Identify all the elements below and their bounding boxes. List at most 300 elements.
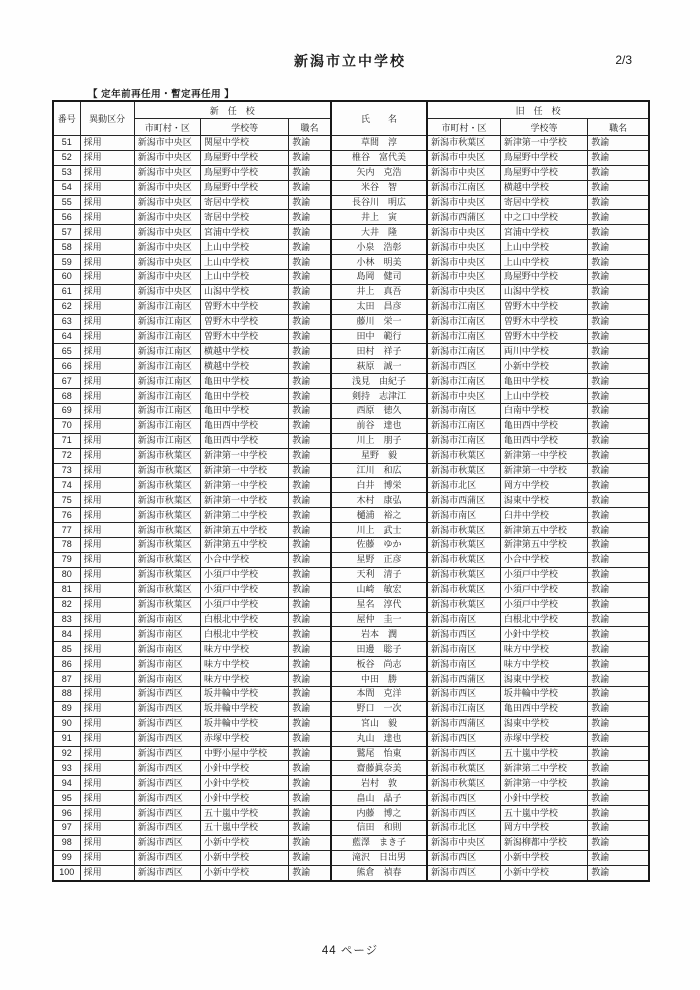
- cell-no: 68: [53, 389, 80, 404]
- cell-old_school: 新津第五中学校: [500, 523, 587, 538]
- cell-new_title: 教諭: [289, 552, 331, 567]
- cell-old_school: 新津第五中学校: [500, 538, 587, 553]
- cell-no: 81: [53, 582, 80, 597]
- cell-name: 田中 範行: [331, 329, 427, 344]
- table-row: [53, 538, 649, 553]
- col-header-number: 番号: [53, 101, 80, 136]
- cell-new_title: 教諭: [289, 374, 331, 389]
- cell-new_title: 教諭: [289, 627, 331, 642]
- cell-category: 採用: [80, 270, 134, 285]
- cell-new_title: 教諭: [289, 314, 331, 329]
- cell-old_school: 五十嵐中学校: [500, 806, 587, 821]
- table-row: [53, 240, 649, 255]
- cell-new_school: 亀田中学校: [200, 374, 288, 389]
- cell-old_district: 新潟市西蒲区: [427, 210, 500, 225]
- cell-old_district: 新潟市江南区: [427, 374, 500, 389]
- table-row: [53, 389, 649, 404]
- cell-category: 採用: [80, 686, 134, 701]
- cell-old_title: 教諭: [588, 210, 649, 225]
- cell-category: 採用: [80, 731, 134, 746]
- cell-new_school: 新津第二中学校: [200, 508, 288, 523]
- cell-old_title: 教諭: [588, 270, 649, 285]
- col-header-old-district: 市町村・区: [427, 119, 500, 136]
- cell-category: 採用: [80, 582, 134, 597]
- cell-name: 小泉 浩彰: [331, 240, 427, 255]
- cell-new_district: 新潟市江南区: [134, 344, 200, 359]
- cell-name: 前谷 達也: [331, 418, 427, 433]
- col-header-new-district: 市町村・区: [134, 119, 200, 136]
- cell-category: 採用: [80, 136, 134, 151]
- cell-old_school: 岡方中学校: [500, 820, 587, 835]
- cell-old_school: 潟東中学校: [500, 672, 587, 687]
- table-row: [53, 448, 649, 463]
- cell-new_district: 新潟市江南区: [134, 389, 200, 404]
- cell-old_district: 新潟市中央区: [427, 150, 500, 165]
- cell-new_school: 味方中学校: [200, 642, 288, 657]
- table-row: [53, 493, 649, 508]
- cell-old_title: 教諭: [588, 165, 649, 180]
- cell-old_district: 新潟市南区: [427, 642, 500, 657]
- cell-old_title: 教諭: [588, 865, 649, 880]
- cell-old_district: 新潟市秋葉区: [427, 538, 500, 553]
- table-row: [53, 716, 649, 731]
- cell-old_title: 教諭: [588, 806, 649, 821]
- cell-no: 100: [53, 865, 80, 880]
- cell-old_district: 新潟市秋葉区: [427, 523, 500, 538]
- table-row: [53, 850, 649, 865]
- cell-name: 西原 徳久: [331, 404, 427, 419]
- cell-old_title: 教諭: [588, 195, 649, 210]
- cell-old_title: 教諭: [588, 731, 649, 746]
- cell-new_district: 新潟市西区: [134, 761, 200, 776]
- cell-name: 岩本 潤: [331, 627, 427, 642]
- table-row: [53, 136, 649, 151]
- cell-old_title: 教諭: [588, 746, 649, 761]
- cell-name: 萩原 誠一: [331, 359, 427, 374]
- cell-name: 信田 和則: [331, 820, 427, 835]
- cell-old_district: 新潟市秋葉区: [427, 761, 500, 776]
- cell-new_district: 新潟市中央区: [134, 150, 200, 165]
- cell-old_school: 曽野木中学校: [500, 329, 587, 344]
- cell-old_title: 教諭: [588, 418, 649, 433]
- cell-new_school: 鳥屋野中学校: [200, 180, 288, 195]
- cell-new_district: 新潟市中央区: [134, 270, 200, 285]
- cell-category: 採用: [80, 716, 134, 731]
- cell-new_district: 新潟市江南区: [134, 374, 200, 389]
- cell-new_title: 教諭: [289, 806, 331, 821]
- footer-page-number: 44 ページ: [321, 945, 379, 957]
- cell-old_school: 小須戸中学校: [500, 582, 587, 597]
- cell-category: 採用: [80, 255, 134, 270]
- cell-old_school: 潟東中学校: [500, 716, 587, 731]
- cell-new_school: 上山中学校: [200, 270, 288, 285]
- section-label: 【 定年前再任用・暫定再任用 】: [88, 89, 235, 100]
- table-row: [53, 523, 649, 538]
- cell-old_district: 新潟市秋葉区: [427, 552, 500, 567]
- table-row: [53, 478, 649, 493]
- cell-new_school: 亀田中学校: [200, 404, 288, 419]
- cell-old_district: 新潟市西蒲区: [427, 716, 500, 731]
- cell-new_title: 教諭: [289, 448, 331, 463]
- cell-no: 88: [53, 686, 80, 701]
- cell-new_school: 関屋中学校: [200, 136, 288, 151]
- cell-no: 94: [53, 776, 80, 791]
- cell-no: 56: [53, 210, 80, 225]
- cell-old_title: 教諭: [588, 404, 649, 419]
- cell-old_school: 岡方中学校: [500, 478, 587, 493]
- col-header-old-title: 職名: [588, 119, 649, 136]
- cell-new_title: 教諭: [289, 835, 331, 850]
- cell-no: 71: [53, 433, 80, 448]
- cell-new_title: 教諭: [289, 582, 331, 597]
- cell-new_district: 新潟市中央区: [134, 195, 200, 210]
- cell-new_title: 教諭: [289, 210, 331, 225]
- cell-old_school: 宮浦中学校: [500, 225, 587, 240]
- cell-old_school: 新津第一中学校: [500, 776, 587, 791]
- cell-old_district: 新潟市西蒲区: [427, 493, 500, 508]
- cell-new_district: 新潟市中央区: [134, 165, 200, 180]
- cell-new_title: 教諭: [289, 463, 331, 478]
- cell-new_title: 教諭: [289, 150, 331, 165]
- col-header-category: 異動区分: [80, 101, 134, 136]
- cell-new_school: 味方中学校: [200, 672, 288, 687]
- cell-new_title: 教諭: [289, 478, 331, 493]
- cell-new_district: 新潟市江南区: [134, 359, 200, 374]
- cell-new_district: 新潟市秋葉区: [134, 523, 200, 538]
- col-header-new-title: 職名: [289, 119, 331, 136]
- cell-name: 天利 清子: [331, 567, 427, 582]
- cell-category: 採用: [80, 865, 134, 880]
- cell-new_title: 教諭: [289, 418, 331, 433]
- cell-no: 63: [53, 314, 80, 329]
- cell-name: 木村 康弘: [331, 493, 427, 508]
- cell-old_school: 曽野木中学校: [500, 314, 587, 329]
- cell-no: 61: [53, 284, 80, 299]
- cell-name: 山崎 敏宏: [331, 582, 427, 597]
- cell-old_district: 新潟市西区: [427, 359, 500, 374]
- cell-name: 長谷川 明広: [331, 195, 427, 210]
- table-row: [53, 776, 649, 791]
- cell-new_school: 上山中学校: [200, 255, 288, 270]
- table-row: [53, 642, 649, 657]
- cell-old_title: 教諭: [588, 493, 649, 508]
- cell-no: 67: [53, 374, 80, 389]
- cell-no: 82: [53, 597, 80, 612]
- table-row: [53, 835, 649, 850]
- table-row: [53, 180, 649, 195]
- cell-old_district: 新潟市北区: [427, 478, 500, 493]
- cell-new_title: 教諭: [289, 672, 331, 687]
- cell-old_district: 新潟市中央区: [427, 270, 500, 285]
- cell-no: 92: [53, 746, 80, 761]
- cell-old_school: 白根北中学校: [500, 612, 587, 627]
- table-row: [53, 567, 649, 582]
- cell-new_title: 教諭: [289, 195, 331, 210]
- table-row: [53, 508, 649, 523]
- cell-category: 採用: [80, 180, 134, 195]
- cell-old_title: 教諭: [588, 672, 649, 687]
- cell-name: 本間 克洋: [331, 686, 427, 701]
- cell-name: 丸山 達也: [331, 731, 427, 746]
- cell-new_title: 教諭: [289, 225, 331, 240]
- cell-category: 採用: [80, 508, 134, 523]
- cell-no: 80: [53, 567, 80, 582]
- cell-old_title: 教諭: [588, 329, 649, 344]
- cell-old_district: 新潟市西区: [427, 806, 500, 821]
- cell-new_district: 新潟市中央区: [134, 225, 200, 240]
- cell-new_district: 新潟市江南区: [134, 433, 200, 448]
- cell-old_school: 赤塚中学校: [500, 731, 587, 746]
- cell-new_school: 小針中学校: [200, 776, 288, 791]
- cell-new_school: 曽野木中学校: [200, 329, 288, 344]
- cell-new_school: 亀田西中学校: [200, 433, 288, 448]
- cell-old_school: 亀田中学校: [500, 374, 587, 389]
- cell-new_district: 新潟市中央区: [134, 136, 200, 151]
- cell-new_title: 教諭: [289, 165, 331, 180]
- cell-new_district: 新潟市南区: [134, 657, 200, 672]
- cell-no: 99: [53, 850, 80, 865]
- cell-category: 採用: [80, 761, 134, 776]
- cell-new_title: 教諭: [289, 344, 331, 359]
- cell-old_school: 坂井輪中学校: [500, 686, 587, 701]
- cell-name: 椎谷 富代美: [331, 150, 427, 165]
- cell-old_school: 潟東中学校: [500, 493, 587, 508]
- cell-category: 採用: [80, 776, 134, 791]
- table-row: [53, 597, 649, 612]
- cell-old_title: 教諭: [588, 612, 649, 627]
- cell-old_district: 新潟市西蒲区: [427, 672, 500, 687]
- cell-new_district: 新潟市西区: [134, 791, 200, 806]
- cell-name: 鷲尾 怡東: [331, 746, 427, 761]
- cell-new_title: 教諭: [289, 299, 331, 314]
- cell-old_title: 教諭: [588, 523, 649, 538]
- cell-new_district: 新潟市南区: [134, 642, 200, 657]
- cell-old_school: 鳥屋野中学校: [500, 150, 587, 165]
- cell-name: 滝沢 日出男: [331, 850, 427, 865]
- table-row: [53, 329, 649, 344]
- cell-new_title: 教諭: [289, 284, 331, 299]
- cell-old_school: 上山中学校: [500, 389, 587, 404]
- cell-old_title: 教諭: [588, 448, 649, 463]
- cell-old_district: 新潟市江南区: [427, 180, 500, 195]
- cell-old_title: 教諭: [588, 344, 649, 359]
- cell-new_district: 新潟市西区: [134, 820, 200, 835]
- cell-name: 藤川 栄一: [331, 314, 427, 329]
- table-row: [53, 433, 649, 448]
- table-row: [53, 418, 649, 433]
- cell-new_title: 教諭: [289, 746, 331, 761]
- cell-category: 採用: [80, 344, 134, 359]
- cell-old_school: 上山中学校: [500, 240, 587, 255]
- col-header-new-school-group: 新 任 校: [134, 101, 331, 119]
- cell-new_district: 新潟市秋葉区: [134, 463, 200, 478]
- cell-old_school: 小針中学校: [500, 791, 587, 806]
- cell-new_district: 新潟市秋葉区: [134, 597, 200, 612]
- cell-old_school: 小須戸中学校: [500, 567, 587, 582]
- cell-new_school: 新津第一中学校: [200, 493, 288, 508]
- cell-no: 51: [53, 136, 80, 151]
- cell-no: 98: [53, 835, 80, 850]
- cell-new_district: 新潟市秋葉区: [134, 478, 200, 493]
- assignment-table: [52, 100, 650, 882]
- cell-name: 樋浦 裕之: [331, 508, 427, 523]
- cell-new_district: 新潟市中央区: [134, 255, 200, 270]
- cell-name: 草間 淳: [331, 136, 427, 151]
- cell-no: 78: [53, 538, 80, 553]
- cell-no: 53: [53, 165, 80, 180]
- cell-category: 採用: [80, 284, 134, 299]
- cell-old_title: 教諭: [588, 538, 649, 553]
- col-header-new-school: 学校等: [200, 119, 288, 136]
- cell-new_district: 新潟市西区: [134, 701, 200, 716]
- cell-new_school: 新津第一中学校: [200, 463, 288, 478]
- cell-name: 畠山 晶子: [331, 791, 427, 806]
- cell-old_title: 教諭: [588, 463, 649, 478]
- cell-name: 島岡 健司: [331, 270, 427, 285]
- cell-no: 87: [53, 672, 80, 687]
- cell-new_school: 鳥屋野中学校: [200, 165, 288, 180]
- table-row: [53, 672, 649, 687]
- cell-new_district: 新潟市江南区: [134, 314, 200, 329]
- page-title: 新潟市立中学校: [294, 53, 406, 69]
- cell-no: 84: [53, 627, 80, 642]
- cell-new_title: 教諭: [289, 136, 331, 151]
- cell-old_title: 教諭: [588, 686, 649, 701]
- table-row: [53, 820, 649, 835]
- cell-new_title: 教諭: [289, 612, 331, 627]
- table-row: [53, 463, 649, 478]
- cell-old_school: 新津第二中学校: [500, 761, 587, 776]
- cell-name: 剣持 志津江: [331, 389, 427, 404]
- cell-no: 85: [53, 642, 80, 657]
- cell-name: 田邊 聡子: [331, 642, 427, 657]
- cell-old_school: 上山中学校: [500, 255, 587, 270]
- cell-new_school: 坂井輪中学校: [200, 701, 288, 716]
- cell-old_district: 新潟市江南区: [427, 701, 500, 716]
- cell-old_school: 両川中学校: [500, 344, 587, 359]
- table-row: [53, 746, 649, 761]
- table-row: [53, 701, 649, 716]
- cell-old_school: 曽野木中学校: [500, 299, 587, 314]
- cell-category: 採用: [80, 612, 134, 627]
- cell-name: 板谷 尚志: [331, 657, 427, 672]
- cell-category: 採用: [80, 523, 134, 538]
- cell-no: 72: [53, 448, 80, 463]
- cell-no: 97: [53, 820, 80, 835]
- cell-category: 採用: [80, 642, 134, 657]
- cell-new_school: 曽野木中学校: [200, 299, 288, 314]
- cell-new_district: 新潟市秋葉区: [134, 538, 200, 553]
- cell-new_district: 新潟市中央区: [134, 210, 200, 225]
- cell-name: 浅見 由紀子: [331, 374, 427, 389]
- cell-old_district: 新潟市江南区: [427, 314, 500, 329]
- cell-old_district: 新潟市秋葉区: [427, 567, 500, 582]
- cell-old_district: 新潟市西区: [427, 731, 500, 746]
- cell-new_district: 新潟市西区: [134, 746, 200, 761]
- cell-old_district: 新潟市江南区: [427, 433, 500, 448]
- cell-no: 86: [53, 657, 80, 672]
- cell-old_school: 亀田西中学校: [500, 433, 587, 448]
- cell-new_title: 教諭: [289, 567, 331, 582]
- cell-old_district: 新潟市北区: [427, 820, 500, 835]
- cell-name: 齋藤眞奈美: [331, 761, 427, 776]
- table-row: [53, 255, 649, 270]
- cell-old_title: 教諭: [588, 299, 649, 314]
- cell-old_title: 教諭: [588, 478, 649, 493]
- cell-old_school: 新津第一中学校: [500, 463, 587, 478]
- cell-category: 採用: [80, 850, 134, 865]
- cell-old_district: 新潟市西区: [427, 791, 500, 806]
- cell-old_title: 教諭: [588, 567, 649, 582]
- cell-old_title: 教諭: [588, 776, 649, 791]
- cell-old_school: 臼井中学校: [500, 508, 587, 523]
- cell-old_title: 教諭: [588, 240, 649, 255]
- cell-old_title: 教諭: [588, 284, 649, 299]
- cell-new_title: 教諭: [289, 329, 331, 344]
- cell-new_school: 新津第一中学校: [200, 448, 288, 463]
- col-header-name: 氏 名: [331, 101, 427, 136]
- table-row: [53, 314, 649, 329]
- cell-old_school: 亀田西中学校: [500, 701, 587, 716]
- cell-new_school: 小針中学校: [200, 761, 288, 776]
- cell-new_district: 新潟市中央区: [134, 240, 200, 255]
- cell-old_title: 教諭: [588, 314, 649, 329]
- cell-new_school: 新津第五中学校: [200, 523, 288, 538]
- cell-new_school: 坂井輪中学校: [200, 686, 288, 701]
- cell-new_school: 小須戸中学校: [200, 567, 288, 582]
- table-body: [53, 136, 649, 881]
- cell-category: 採用: [80, 359, 134, 374]
- cell-new_title: 教諭: [289, 597, 331, 612]
- cell-new_district: 新潟市西区: [134, 776, 200, 791]
- cell-name: 星野 毅: [331, 448, 427, 463]
- cell-old_title: 教諭: [588, 389, 649, 404]
- cell-new_school: 新津第一中学校: [200, 478, 288, 493]
- table-row: [53, 210, 649, 225]
- cell-category: 採用: [80, 657, 134, 672]
- cell-name: 米谷 智: [331, 180, 427, 195]
- cell-name: 井上 寅: [331, 210, 427, 225]
- cell-new_district: 新潟市秋葉区: [134, 493, 200, 508]
- cell-new_title: 教諭: [289, 240, 331, 255]
- cell-new_school: 亀田中学校: [200, 389, 288, 404]
- cell-new_district: 新潟市江南区: [134, 418, 200, 433]
- cell-new_title: 教諭: [289, 359, 331, 374]
- cell-category: 採用: [80, 478, 134, 493]
- cell-new_school: 横越中学校: [200, 359, 288, 374]
- cell-old_school: 鳥屋野中学校: [500, 270, 587, 285]
- table-row: [53, 225, 649, 240]
- cell-old_school: 五十嵐中学校: [500, 746, 587, 761]
- cell-no: 60: [53, 270, 80, 285]
- cell-name: 江川 和広: [331, 463, 427, 478]
- cell-old_school: 中之口中学校: [500, 210, 587, 225]
- cell-new_title: 教諭: [289, 404, 331, 419]
- cell-new_school: 五十嵐中学校: [200, 820, 288, 835]
- cell-old_school: 横越中学校: [500, 180, 587, 195]
- cell-old_title: 教諭: [588, 255, 649, 270]
- cell-new_title: 教諭: [289, 270, 331, 285]
- table-row: [53, 806, 649, 821]
- cell-new_school: 小新中学校: [200, 850, 288, 865]
- cell-new_school: 山潟中学校: [200, 284, 288, 299]
- cell-category: 採用: [80, 404, 134, 419]
- table-row: [53, 627, 649, 642]
- cell-old_title: 教諭: [588, 716, 649, 731]
- cell-old_title: 教諭: [588, 701, 649, 716]
- cell-no: 55: [53, 195, 80, 210]
- cell-category: 採用: [80, 374, 134, 389]
